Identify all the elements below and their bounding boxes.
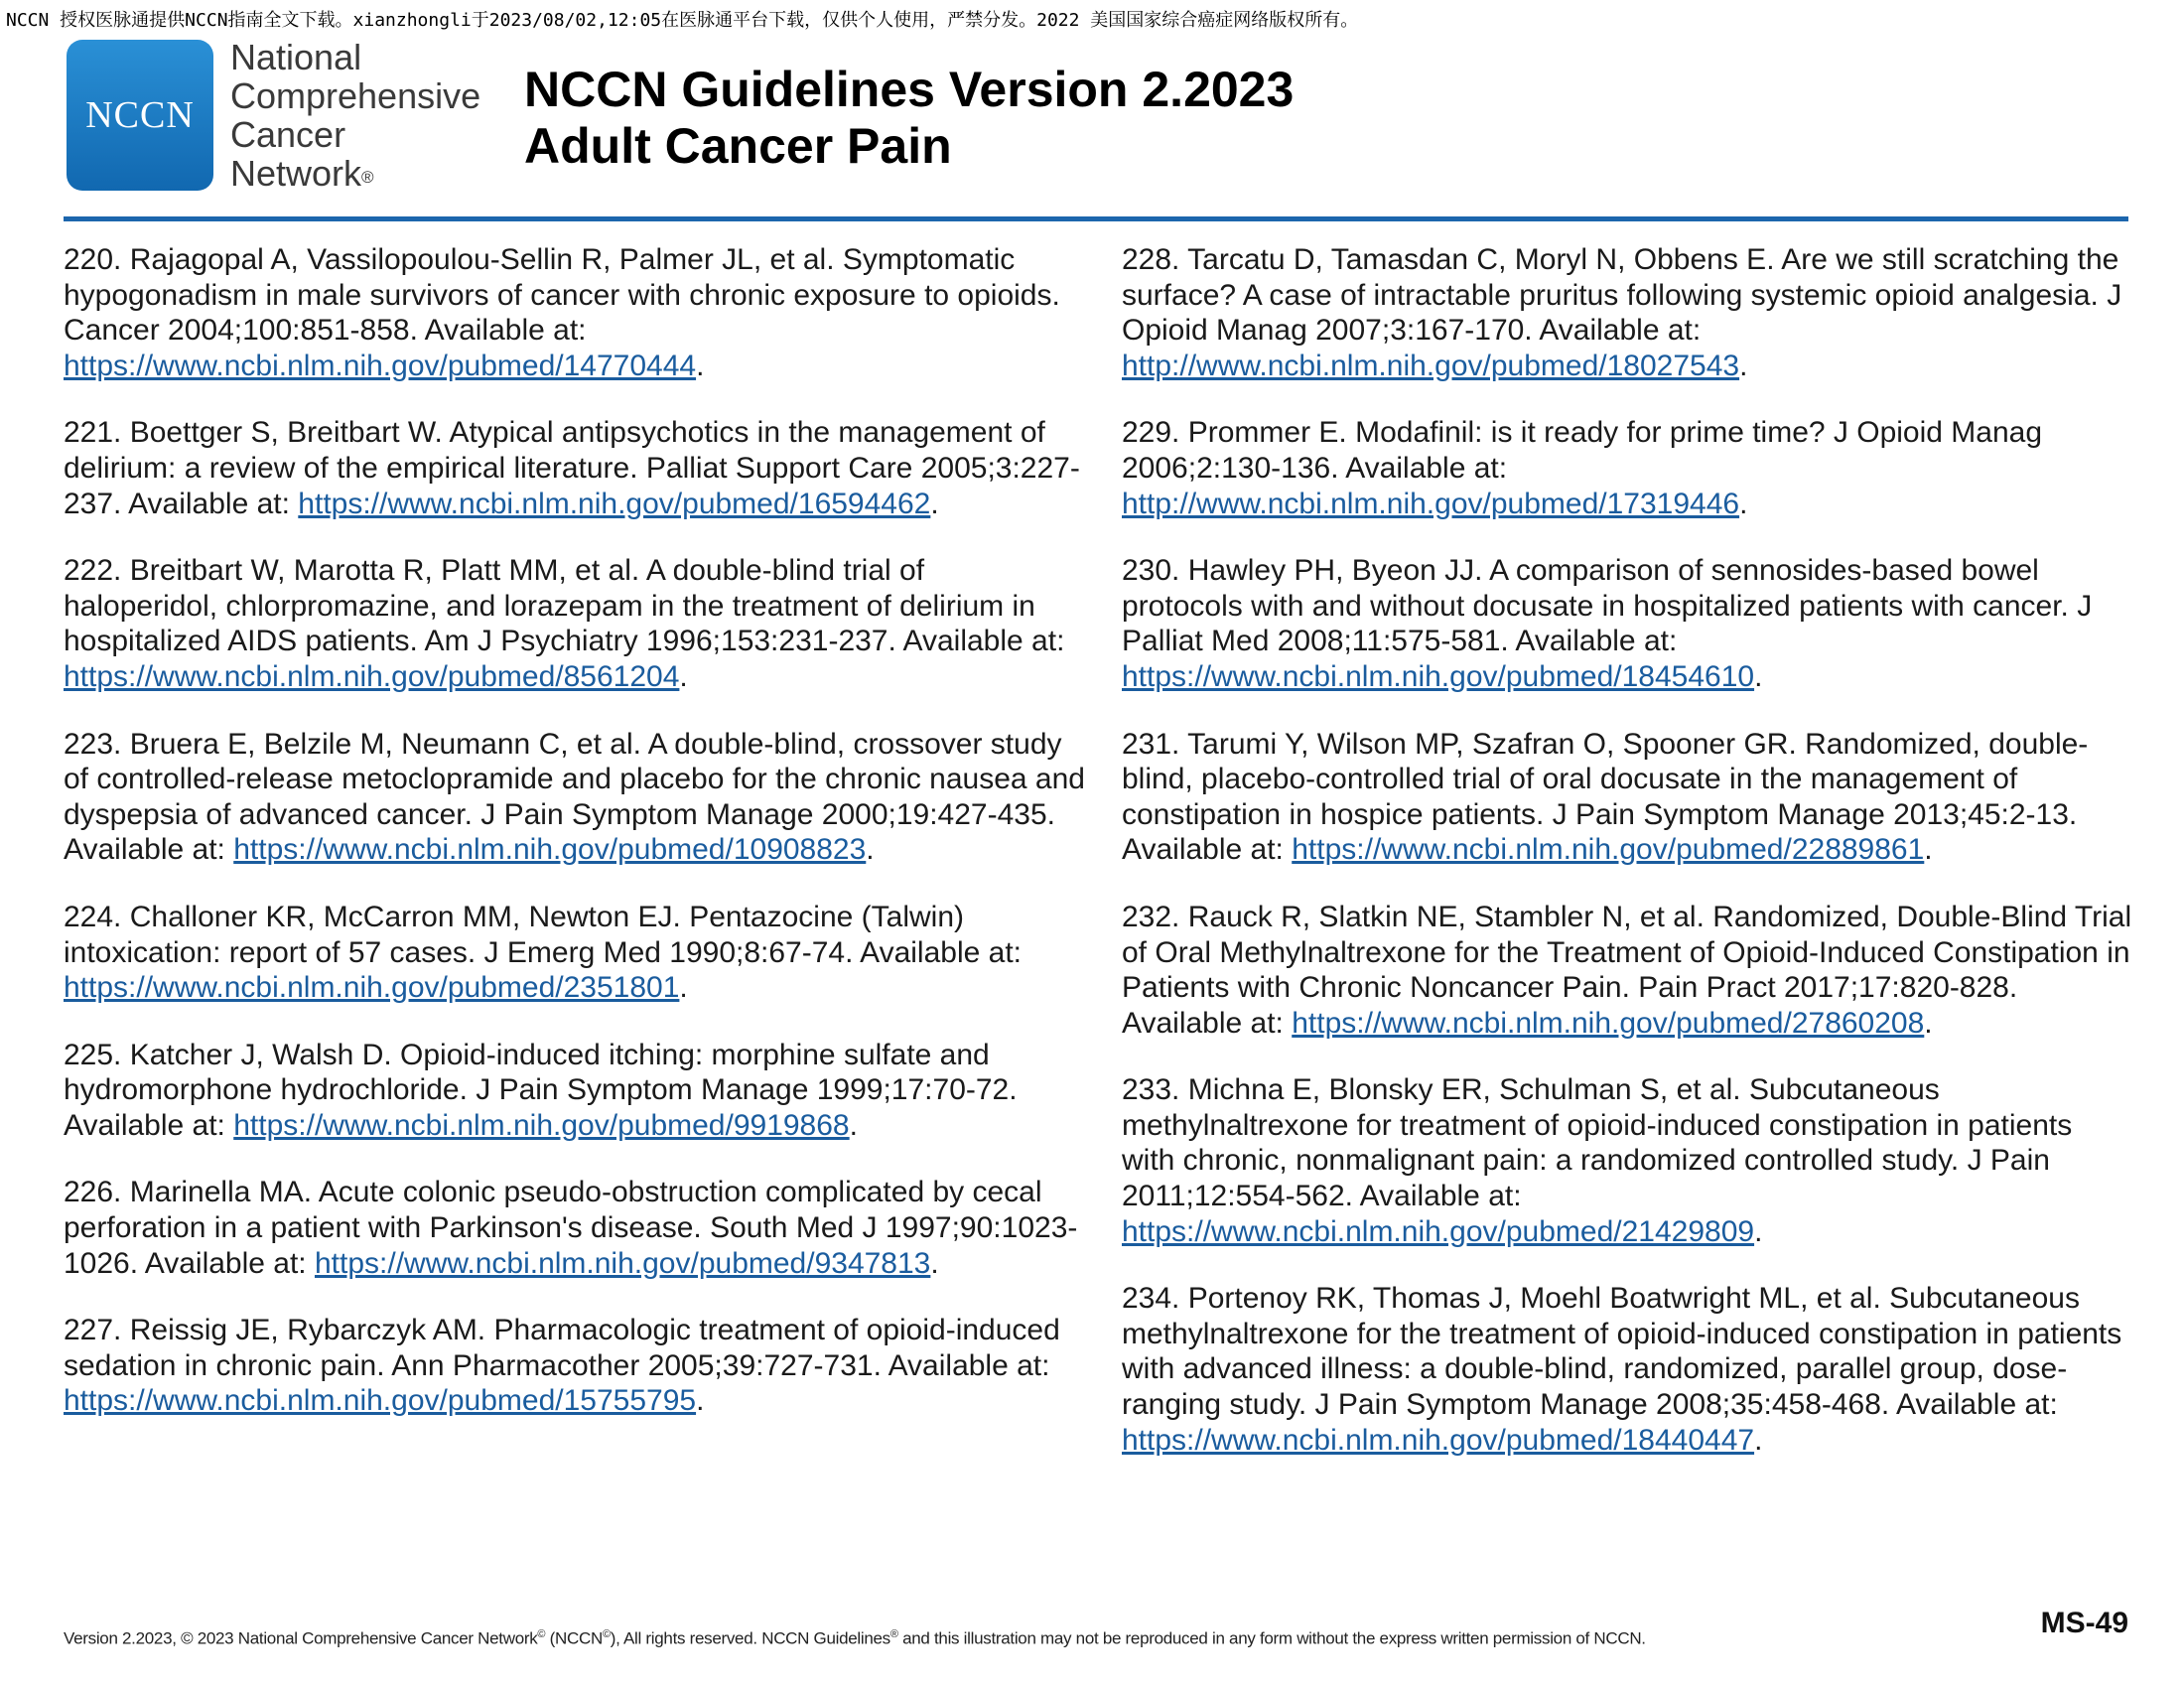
reference-item: 224. Challoner KR, McCarron MM, Newton EJ. Pentazocine (Talwin) intoxication: report of 57 cases. J Emerg Med 1990;8:67-74. Available at: https://www.ncbi.nlm.nih.gov/pubmed/2351801. xyxy=(64,900,1023,1005)
reference-item: 221. Boettger S, Breitbart W. Atypical antipsychotics in the management of delirium: a review of the empirical literature. Palliat Support Care 2005;3:227-237. Available at: https://www.ncbi.nlm.nih.gov/pubmed/16594462. xyxy=(64,416,1080,520)
nccn-logo xyxy=(67,40,213,191)
reference-item: 230. Hawley PH, Byeon JJ. A comparison of sennosides-based bowel protocols with and without docusate in hospitalized patients with cancer. J Palliat Med 2008;11:575-581. Available at: https://www.ncbi.nlm.nih.gov/pubmed/18454610. xyxy=(1122,554,2093,693)
references-right-column xyxy=(1122,242,2132,1489)
reference-text: 228. Tarcatu D, Tamasdan C, Moryl N, Obbens E. Are we still scratching the surface? A case of intractable pruritus following systemic opioid analgesia. J Opioid Manag 2007;3:167-170. Available at: xyxy=(1122,243,2122,348)
reference-text: 223. Bruera E, Belzile M, Neumann C, et al. A double-blind, crossover study of controlled-release metoclopramide and placebo for the chronic nausea and dyspepsia of advanced cancer. J Pain Symptom Manage 2000;19:427-435. Available at: xyxy=(64,727,1085,867)
organization-name xyxy=(230,38,480,193)
guidelines-version-title: NCCN Guidelines Version 2.2023 xyxy=(524,62,1295,117)
reference-item: 233. Michna E, Blonsky ER, Schulman S, et al. Subcutaneous methylnaltrexone for treatment of opioid-induced constipation in patients with chronic, nonmalignant pain: a randomized controlled study. J Pain 2011;12:554-562. Available at: https://www.ncbi.nlm.nih.gov/pubmed/21429809. xyxy=(1122,1073,2073,1248)
nccn-logo-mark: NCCN xyxy=(85,94,195,136)
reference-text: 222. Breitbart W, Marotta R, Platt MM, et al. A double-blind trial of haloperidol, chlorpromazine, and lorazepam in the treatment of delirium in hospitalized AIDS patients. Am J Psychiatry 1996;153:231-237. Available at: xyxy=(64,554,1065,658)
footer-text: ), All rights reserved. NCCN Guidelines xyxy=(610,1628,890,1648)
footer-text: Version 2.2023, © 2023 National Comprehensive Cancer Network xyxy=(64,1628,538,1648)
page-title xyxy=(524,62,1294,175)
pubmed-link[interactable]: http://www.ncbi.nlm.nih.gov/pubmed/17319446 xyxy=(1122,487,1740,520)
reference-item: 234. Portenoy RK, Thomas J, Moehl Boatwright ML, et al. Subcutaneous methylnaltrexone for the treatment of opioid-induced constipation in patients with advanced illness: a double-blind, randomized, parallel group, dose-ranging study. J Pain Symptom Manage 2008;35:458-468. Available at: https://www.ncbi.nlm.nih.gov/pubmed/18440447. xyxy=(1122,1282,2122,1457)
copyright-footer xyxy=(64,1628,1646,1649)
registered-mark: ® xyxy=(361,168,374,187)
org-name-line: Comprehensive xyxy=(230,75,481,116)
pubmed-link[interactable]: https://www.ncbi.nlm.nih.gov/pubmed/14770444 xyxy=(64,349,697,382)
reference-item: 222. Breitbart W, Marotta R, Platt MM, et al. A double-blind trial of haloperidol, chlorpromazine, and lorazepam in the treatment of delirium in hospitalized AIDS patients. Am J Psychiatry 1996;153:231-237. Available at: https://www.ncbi.nlm.nih.gov/pubmed/8561204. xyxy=(64,554,1065,693)
pubmed-link[interactable]: https://www.ncbi.nlm.nih.gov/pubmed/10908823 xyxy=(233,833,867,867)
org-name-network: Network xyxy=(230,153,362,194)
pubmed-link[interactable]: https://www.ncbi.nlm.nih.gov/pubmed/9919868 xyxy=(233,1108,850,1142)
reference-text: 229. Prommer E. Modafinil: is it ready for prime time? J Opioid Manag 2006;2:130-136. Available at: xyxy=(1122,416,2043,485)
org-name-line xyxy=(230,154,480,193)
reference-item: 227. Reissig JE, Rybarczyk AM. Pharmacologic treatment of opioid-induced sedation in chronic pain. Ann Pharmacother 2005;39:727-731. Available at: https://www.ncbi.nlm.nih.gov/pubmed/15755795. xyxy=(64,1314,1060,1418)
reference-item: 226. Marinella MA. Acute colonic pseudo-obstruction complicated by cecal perforation in a patient with Parkinson's disease. South Med J 1997;90:1023-1026. Available at: https://www.ncbi.nlm.nih.gov/pubmed/9347813. xyxy=(64,1176,1078,1280)
org-name-line: National xyxy=(230,37,362,77)
download-watermark: NCCN 授权医脉通提供NCCN指南全文下载。xianzhongli于2023/08/02,12:05在医脉通平台下载，仅供个人使用，严禁分发。2022 美国国家综合癌症网络版权所有。 xyxy=(6,10,1359,31)
reference-text: 224. Challoner KR, McCarron MM, Newton EJ. Pentazocine (Talwin) intoxication: report of 57 cases. J Emerg Med 1990;8:67-74. Available at: xyxy=(64,900,1023,969)
guideline-topic-title: Adult Cancer Pain xyxy=(524,118,952,174)
reference-item: 225. Katcher J, Walsh D. Opioid-induced itching: morphine sulfate and hydromorphone hydrochloride. J Pain Symptom Manage 1999;17:70-72. Available at: https://www.ncbi.nlm.nih.gov/pubmed/9919868. xyxy=(64,1038,1018,1142)
reference-text: 232. Rauck R, Slatkin NE, Stambler N, et al. Randomized, Double-Blind Trial of Oral Methylnaltrexone for the Treatment of Opioid-Induced Constipation in Patients with Chronic Noncancer Pain. Pain Pract 2017;17:820-828. Available at: xyxy=(1122,900,2132,1040)
pubmed-link[interactable]: https://www.ncbi.nlm.nih.gov/pubmed/16594462 xyxy=(298,487,931,520)
registered-mark: ® xyxy=(889,1628,898,1640)
pubmed-link[interactable]: http://www.ncbi.nlm.nih.gov/pubmed/18027543 xyxy=(1122,349,1740,382)
reference-text: 227. Reissig JE, Rybarczyk AM. Pharmacologic treatment of opioid-induced sedation in chronic pain. Ann Pharmacother 2005;39:727-731. Available at: xyxy=(64,1314,1060,1382)
footer-text: (NCCN xyxy=(545,1628,603,1648)
pubmed-link[interactable]: https://www.ncbi.nlm.nih.gov/pubmed/18454610 xyxy=(1122,659,1755,693)
reference-text: 233. Michna E, Blonsky ER, Schulman S, et al. Subcutaneous methylnaltrexone for treatment of opioid-induced constipation in patients with chronic, nonmalignant pain: a randomized controlled study. J Pain 2011;12:554-562. Available at: xyxy=(1122,1073,2073,1213)
reference-item: 232. Rauck R, Slatkin NE, Stambler N, et al. Randomized, Double-Blind Trial of Oral Methylnaltrexone for the Treatment of Opioid-Induced Constipation in Patients with Chronic Noncancer Pain. Pain Pract 2017;17:820-828. Available at: https://www.ncbi.nlm.nih.gov/pubmed/27860208. xyxy=(1122,900,2132,1040)
reference-item: 220. Rajagopal A, Vassilopoulou-Sellin R, Palmer JL, et al. Symptomatic hypogonadism in male survivors of cancer with chronic exposure to opioids. Cancer 2004;100:851-858. Available at: https://www.ncbi.nlm.nih.gov/pubmed/14770444. xyxy=(64,243,1060,382)
reference-text: 221. Boettger S, Breitbart W. Atypical antipsychotics in the management of delirium: a review of the empirical literature. Palliat Support Care 2005;3:227-237. Available at: xyxy=(64,416,1080,520)
copyright-mark: © xyxy=(602,1628,611,1640)
header-divider xyxy=(64,216,2128,221)
pubmed-link[interactable]: https://www.ncbi.nlm.nih.gov/pubmed/22889861 xyxy=(1292,833,1925,867)
reference-text: 225. Katcher J, Walsh D. Opioid-induced itching: morphine sulfate and hydromorphone hydrochloride. J Pain Symptom Manage 1999;17:70-72. Available at: xyxy=(64,1038,1018,1142)
reference-item: 223. Bruera E, Belzile M, Neumann C, et al. A double-blind, crossover study of controlled-release metoclopramide and placebo for the chronic nausea and dyspepsia of advanced cancer. J Pain Symptom Manage 2000;19:427-435. Available at: https://www.ncbi.nlm.nih.gov/pubmed/10908823. xyxy=(64,727,1085,867)
pubmed-link[interactable]: https://www.ncbi.nlm.nih.gov/pubmed/15755795 xyxy=(64,1384,697,1418)
pubmed-link[interactable]: https://www.ncbi.nlm.nih.gov/pubmed/9347813 xyxy=(314,1246,931,1280)
reference-text: 231. Tarumi Y, Wilson MP, Szafran O, Spooner GR. Randomized, double-blind, placebo-controlled trial of oral docusate in the management of constipation in hospice patients. J Pain Symptom Manage 2013;45:2-13. Available at: xyxy=(1122,727,2089,867)
references-left-column xyxy=(64,242,1086,1451)
pubmed-link[interactable]: https://www.ncbi.nlm.nih.gov/pubmed/27860208 xyxy=(1292,1006,1925,1040)
page-number: MS-49 xyxy=(2040,1607,2128,1639)
copyright-mark: © xyxy=(537,1628,546,1640)
reference-text: 234. Portenoy RK, Thomas J, Moehl Boatwright ML, et al. Subcutaneous methylnaltrexone for the treatment of opioid-induced constipation in patients with advanced illness: a double-blind, randomized, parallel group, dose-ranging study. J Pain Symptom Manage 2008;35:458-468. Available at: xyxy=(1122,1282,2122,1422)
pubmed-link[interactable]: https://www.ncbi.nlm.nih.gov/pubmed/18440447 xyxy=(1122,1423,1755,1457)
reference-item: 231. Tarumi Y, Wilson MP, Szafran O, Spooner GR. Randomized, double-blind, placebo-controlled trial of oral docusate in the management of constipation in hospice patients. J Pain Symptom Manage 2013;45:2-13. Available at: https://www.ncbi.nlm.nih.gov/pubmed/22889861. xyxy=(1122,727,2089,867)
pubmed-link[interactable]: https://www.ncbi.nlm.nih.gov/pubmed/8561204 xyxy=(64,659,680,693)
pubmed-link[interactable]: https://www.ncbi.nlm.nih.gov/pubmed/21429809 xyxy=(1122,1214,1755,1248)
reference-item: 228. Tarcatu D, Tamasdan C, Moryl N, Obbens E. Are we still scratching the surface? A case of intractable pruritus following systemic opioid analgesia. J Opioid Manag 2007;3:167-170. Available at: http://www.ncbi.nlm.nih.gov/pubmed/18027543. xyxy=(1122,243,2122,382)
reference-text: 226. Marinella MA. Acute colonic pseudo-obstruction complicated by cecal perforation in a patient with Parkinson's disease. South Med J 1997;90:1023-1026. Available at: xyxy=(64,1176,1078,1280)
reference-text: 220. Rajagopal A, Vassilopoulou-Sellin R, Palmer JL, et al. Symptomatic hypogonadism in male survivors of cancer with chronic exposure to opioids. Cancer 2004;100:851-858. Available at: xyxy=(64,243,1060,348)
reference-item: 229. Prommer E. Modafinil: is it ready for prime time? J Opioid Manag 2006;2:130-136. Available at: http://www.ncbi.nlm.nih.gov/pubmed/17319446. xyxy=(1122,416,2043,520)
org-name-line: Cancer xyxy=(230,114,346,155)
footer-text: and this illustration may not be reproduced in any form without the express written permission of NCCN. xyxy=(897,1628,1646,1648)
pubmed-link[interactable]: https://www.ncbi.nlm.nih.gov/pubmed/2351801 xyxy=(64,971,680,1005)
reference-text: 230. Hawley PH, Byeon JJ. A comparison of sennosides-based bowel protocols with and without docusate in hospitalized patients with cancer. J Palliat Med 2008;11:575-581. Available at: xyxy=(1122,554,2093,658)
